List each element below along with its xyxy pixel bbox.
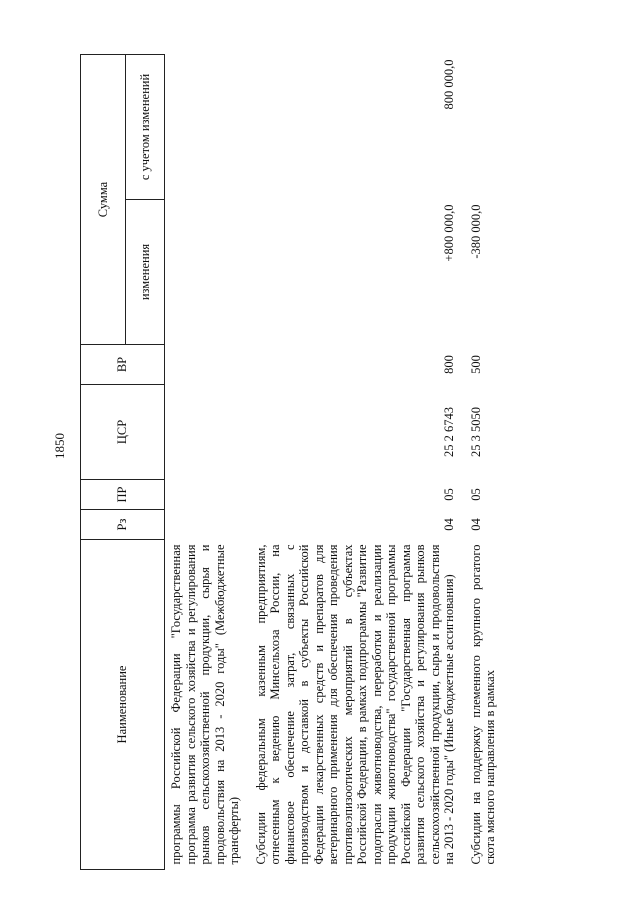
row-csr: 25 3 5050 [468,407,483,457]
row-with-changes [465,55,506,200]
budget-table [80,54,506,870]
row-name: Субсидии федеральным казенным предприятиям, отнесенным к ведению Минсельхоза России, на финансовое обеспечение затрат, связанных с производством и доставкой в субъекты Российской Федерации лекарственных средств и препаратов для ветеринарного применения для обеспечения проведения противоэпизоотических мероприятий в субъектах Российской Федерации, в рамках подпрограммы "Развитие подотрасли животноводства, переработки и реализации продукции животноводства" государственной программы Российской Федерации "Государственная программа развития сельского хозяйства и регулирования рынков сельскохозяйственной продукции, сырья и продовольствия на 2013 - 2020 годы" (Иные бюджетные ассигнования) [253,544,456,865]
row-vr: 800 [442,355,456,374]
row-name: Субсидии на поддержку племенного крупного рогатого скота мясного направления в рамках [468,544,497,865]
header-vr: ВР [81,345,165,385]
table-row [250,55,465,870]
row-vr: 500 [468,355,483,374]
row-csr [165,385,250,480]
header-change: изменения [126,200,165,345]
row-vr [165,345,250,385]
rotated-page-content [80,55,600,870]
row-name: программы Российской Федерации "Государственная программа развития сельского хозяйства и регулирования рынков сельскохозяйственной продукции, сырья и продовольствия на 2013 - 2020 годы" (Межбюджетные трансферты) [169,544,241,865]
row-change: -380 000,0 [468,204,483,259]
row-rz: 04 [442,518,456,531]
table-row [165,55,250,870]
row-change: +800 000,0 [442,204,456,262]
header-pr: ПР [81,480,165,510]
header-csr: ЦСР [81,385,165,480]
row-rz [165,510,250,540]
row-change [165,200,250,345]
table-row [465,55,506,870]
header-rz: Рз [81,510,165,540]
row-with-changes [165,55,250,200]
row-pr: 05 [442,488,456,501]
header-sum: Сумма [81,55,126,345]
row-csr: 25 2 6743 [442,407,456,457]
row-rz: 04 [468,518,483,531]
row-with-changes: 800 000,0 [442,59,456,110]
page-number: 1850 [52,433,67,459]
row-pr [165,480,250,510]
header-with-changes: с учетом изменений [126,55,165,200]
header-name: Наименование [81,540,165,870]
row-pr: 05 [468,488,483,501]
